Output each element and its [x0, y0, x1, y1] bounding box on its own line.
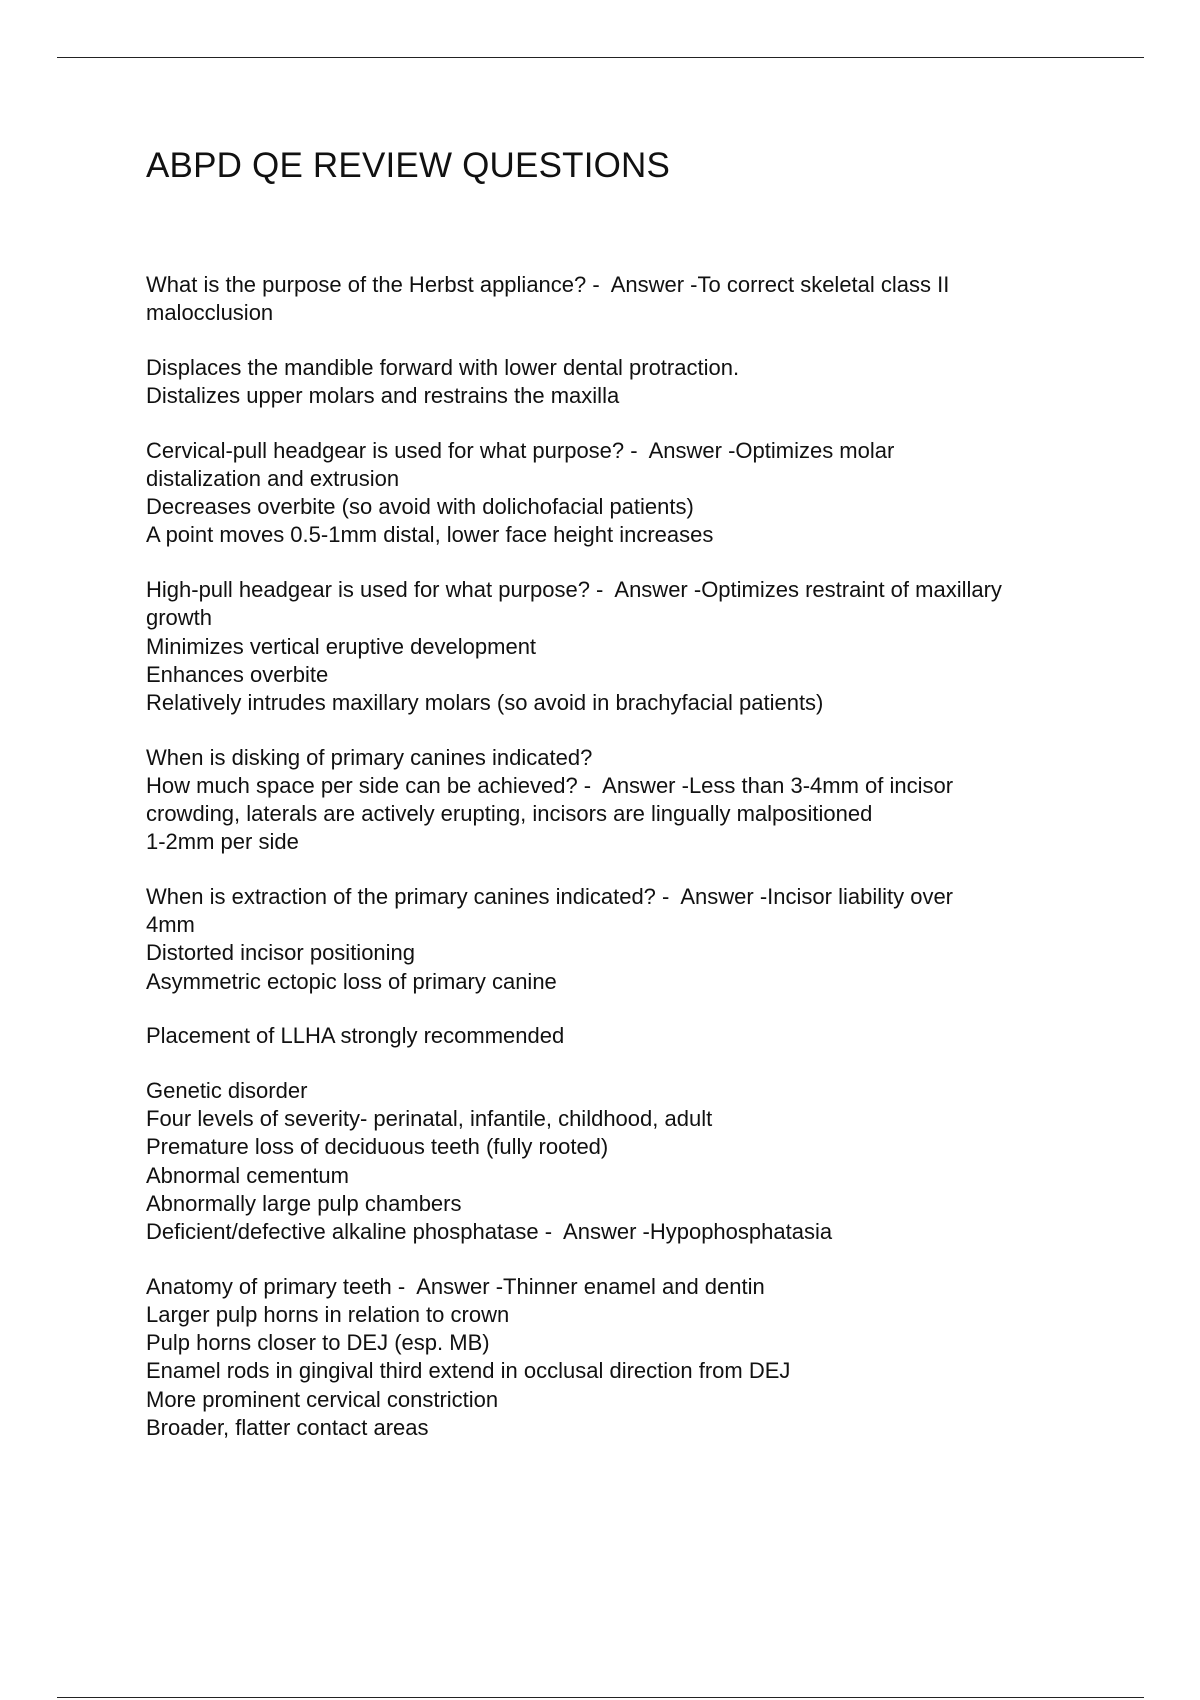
text-line: How much space per side can be achieved? - Answer -Less than 3-4mm of incisor — [146, 772, 954, 798]
bottom-divider — [57, 1697, 1144, 1698]
text-line: Broader, flatter contact areas — [146, 1414, 429, 1440]
text-line: Deficient/defective alkaline phosphatase - Answer -Hypophosphatasia — [146, 1218, 833, 1244]
text-line: Decreases overbite (so avoid with dolichofacial patients) — [146, 494, 694, 520]
text-line: Genetic disorder — [146, 1077, 308, 1103]
qa-block-disking — [146, 744, 1106, 857]
text-line: More prominent cervical constriction — [146, 1386, 499, 1412]
text-line: Distalizes upper molars and restrains the maxilla — [146, 383, 620, 409]
text-line: Distorted incisor positioning — [146, 940, 416, 966]
text-line: Displaces the mandible forward with lower dental protraction. — [146, 354, 740, 380]
page-title: ABPD QE REVIEW QUESTIONS — [146, 146, 671, 185]
text-line: 4mm — [146, 912, 195, 938]
text-line: Enamel rods in gingival third extend in occlusal direction from DEJ — [146, 1358, 791, 1384]
text-line: Asymmetric ectopic loss of primary canine — [146, 968, 557, 994]
text-line: High-pull headgear is used for what purpose? - Answer -Optimizes restraint of maxillary — [146, 577, 1002, 603]
text-line: Four levels of severity- perinatal, infantile, childhood, adult — [146, 1106, 713, 1132]
text-line: malocclusion — [146, 300, 274, 326]
text-line: Larger pulp horns in relation to crown — [146, 1301, 510, 1327]
qa-block-cervical-pull — [146, 437, 1106, 550]
text-line: What is the purpose of the Herbst appliance? - Answer -To correct skeletal class II — [146, 272, 950, 297]
qa-block-hypophosphatasia — [146, 1077, 1106, 1246]
text-line: Premature loss of deciduous teeth (fully rooted) — [146, 1134, 609, 1160]
text-line: Relatively intrudes maxillary molars (so avoid in brachyfacial patients) — [146, 689, 824, 715]
document-body — [146, 271, 1106, 1468]
top-divider — [57, 57, 1144, 58]
text-block-llha — [146, 1022, 1106, 1050]
text-line: Anatomy of primary teeth - Answer -Thinner enamel and dentin — [146, 1273, 765, 1299]
text-line: Placement of LLHA strongly recommended — [146, 1023, 565, 1049]
text-line: crowding, laterals are actively erupting, incisors are lingually malpositioned — [146, 801, 873, 827]
text-line: growth — [146, 605, 213, 631]
qa-block-primary-teeth-anatomy — [146, 1273, 1106, 1442]
text-line: Enhances overbite — [146, 661, 329, 687]
text-line: distalization and extrusion — [146, 466, 400, 492]
text-line: Cervical-pull headgear is used for what purpose? - Answer -Optimizes molar — [146, 437, 895, 463]
text-block-herbst-effects — [146, 354, 1106, 410]
qa-block-high-pull — [146, 576, 1106, 717]
text-line: Abnormally large pulp chambers — [146, 1190, 462, 1216]
text-line: When is disking of primary canines indicated? — [146, 744, 593, 770]
text-line: A point moves 0.5-1mm distal, lower face height increases — [146, 522, 714, 548]
text-line: 1-2mm per side — [146, 829, 299, 855]
text-line: Pulp horns closer to DEJ (esp. MB) — [146, 1330, 490, 1356]
text-line: Abnormal cementum — [146, 1162, 349, 1188]
text-line: Minimizes vertical eruptive development — [146, 633, 537, 659]
text-line: When is extraction of the primary canines indicated? - Answer -Incisor liability over — [146, 883, 954, 909]
qa-block-herbst — [146, 271, 1106, 327]
qa-block-extraction — [146, 883, 1106, 996]
